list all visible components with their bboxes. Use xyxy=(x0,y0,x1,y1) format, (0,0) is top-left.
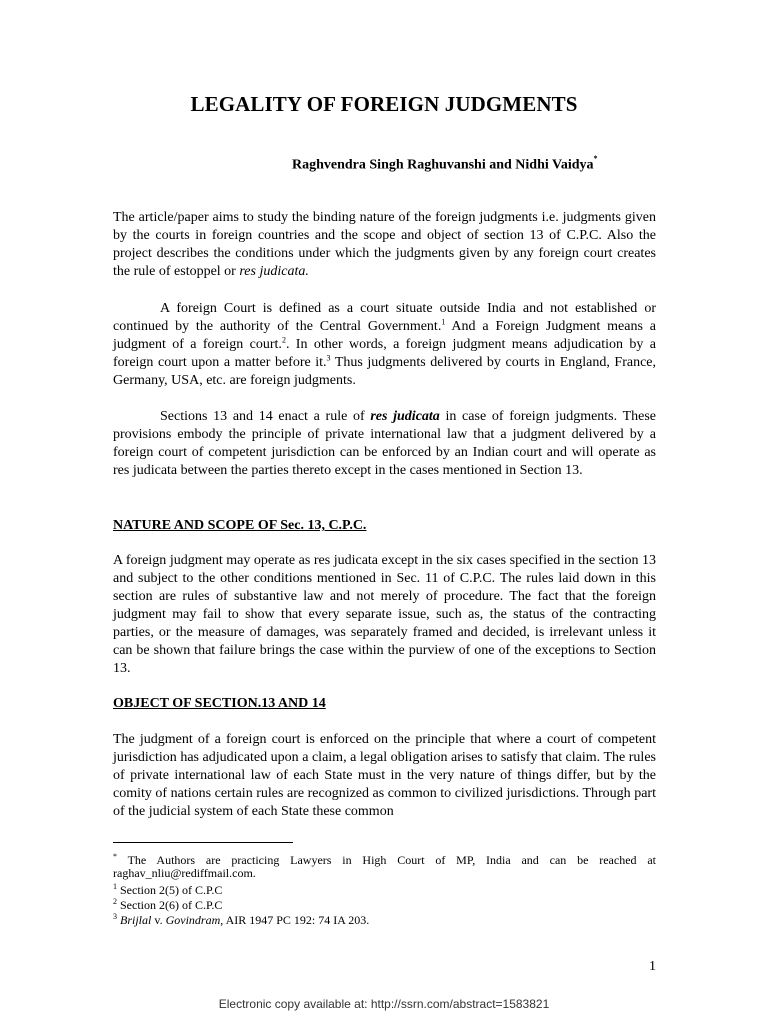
paragraph-text: in case of foreign judgments. These provisions embody the principle of private international law that a judgment delivered by a foreign court of competent jurisdiction can be enforced by an Indian court and will operate as res judicata between the parties thereto except in the cases mentioned in Section 13. xyxy=(113,409,656,478)
footnote-mark: 2 xyxy=(113,897,117,906)
footnote-text: , AIR 1947 PC 192: 74 IA 203. xyxy=(220,913,370,927)
footnote-ref: 3 xyxy=(326,353,331,363)
case-name-italic: Govindram xyxy=(165,913,221,927)
author-footnote-mark: * xyxy=(593,154,598,163)
abstract-paragraph xyxy=(113,209,656,281)
footnote-mark: * xyxy=(113,852,117,861)
footnote-text: Section 2(5) of C.P.C xyxy=(117,883,223,897)
footnote-2 xyxy=(113,899,656,912)
paragraph-text: Sections 13 and 14 enact a rule of xyxy=(160,409,371,424)
footnote-text: The Authors are practicing Lawyers in High Court of MP, India and can be reached at raghav_nliu@rediffmail.com. xyxy=(113,853,656,880)
electronic-copy-notice: Electronic copy available at: http://ssrn.com/abstract=1583821 xyxy=(218,997,550,1011)
paragraph-text: Thus judgments delivered by courts in England, France, Germany, USA, etc. are foreign judgments. xyxy=(113,355,657,388)
paragraph-text: . In other words, a foreign judgment means adjudication by a foreign court upon a matter before it. xyxy=(113,337,656,370)
body-paragraph-sections xyxy=(113,408,656,480)
body-paragraph-definition xyxy=(113,300,656,390)
section-heading-object: OBJECT OF SECTION.13 AND 14 xyxy=(113,696,326,711)
footnote-mark: 1 xyxy=(113,882,117,891)
italic-term: res judicata. xyxy=(239,264,309,279)
case-name-italic: Brijlal xyxy=(120,913,152,927)
footnote-text: v. xyxy=(151,913,166,927)
paragraph-text: And a Foreign Judgment means a judgment of a foreign court. xyxy=(113,319,657,352)
paragraph-text: A foreign Court is defined as a court situate outside India and not established or continued by the authority of the Central Government. xyxy=(113,301,656,334)
body-paragraph-object: The judgment of a foreign court is enforced on the principle that where a court of competent jurisdiction has adjudicated upon a claim, a legal obligation arises to satisfy that claim. The rules of private international law of each State must in the very nature of things differ, but by the comity of nations certain rules are recognized as common to civilized jurisdictions. Through part of the judicial system of each State these common xyxy=(113,732,656,819)
section-heading-nature-scope: NATURE AND SCOPE OF Sec. 13, C.P.C. xyxy=(113,518,367,533)
body-paragraph-nature: A foreign judgment may operate as res judicata except in the six cases specified in the section 13 and subject to the other conditions mentioned in Sec. 11 of C.P.C. The rules laid down in this section are rules of substantive law and not merely of procedure. The fact that the foreign judgment may fail to show that every separate issue, such as, the status of the contracting parties, or the measure of damages, was separately framed and decided, is irrelevant unless it can be shown that failure brings the case within the purview of one of the exceptions to Section 13. xyxy=(113,553,656,676)
footnote-authors xyxy=(113,854,656,880)
footnote-ref: 2 xyxy=(281,335,286,345)
footnote-3 xyxy=(113,914,656,927)
footnote-divider xyxy=(113,842,293,843)
author-names: Raghvendra Singh Raghuvanshi and Nidhi Vaidya xyxy=(292,157,594,173)
footnote-text: Section 2(6) of C.P.C xyxy=(117,898,223,912)
author-line xyxy=(292,156,598,174)
footnote-mark: 3 xyxy=(113,912,117,921)
paragraph-text: The article/paper aims to study the binding nature of the foreign judgments i.e. judgments given by the courts in foreign countries and the scope and object of section 13 of C.P.C. Also the project describes the conditions under which the judgments given by any foreign court creates the rule of estoppel or xyxy=(113,210,656,279)
page-number: 1 xyxy=(649,959,656,974)
footnote-1 xyxy=(113,884,656,897)
bold-italic-term: res judicata xyxy=(370,409,440,424)
page-title: LEGALITY OF FOREIGN JUDGMENTS xyxy=(190,92,578,116)
footnote-ref: 1 xyxy=(441,317,446,327)
